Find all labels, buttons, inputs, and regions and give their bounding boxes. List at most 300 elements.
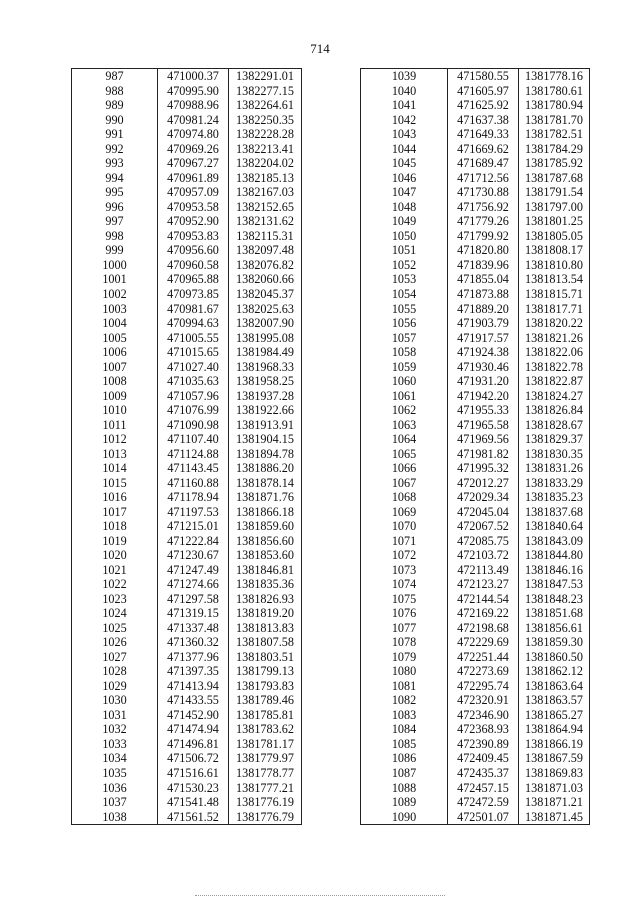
y-coordinate-cell: 1381789.46 [229, 693, 302, 708]
y-coordinate-cell: 1381776.19 [229, 795, 302, 810]
table-row [361, 679, 590, 694]
point-id-cell: 1044 [361, 142, 448, 157]
table-row [361, 766, 590, 781]
point-id-cell: 1059 [361, 359, 448, 374]
point-id-cell: 1027 [72, 650, 158, 665]
table-row [361, 563, 590, 578]
point-id-cell: 1054 [361, 287, 448, 302]
y-coordinate-cell: 1381871.21 [519, 795, 590, 810]
x-coordinate-cell: 471000.37 [158, 69, 229, 84]
x-coordinate-cell: 470981.67 [158, 301, 229, 316]
point-id-cell: 1022 [72, 577, 158, 592]
point-id-cell: 1023 [72, 592, 158, 607]
y-coordinate-cell: 1381848.23 [519, 592, 590, 607]
y-coordinate-cell: 1382264.61 [229, 98, 302, 113]
x-coordinate-cell: 472501.07 [448, 809, 519, 824]
table-row [361, 751, 590, 766]
y-coordinate-cell: 1381824.27 [519, 388, 590, 403]
table-row [361, 316, 590, 331]
point-id-cell: 1039 [361, 69, 448, 84]
table-row [72, 664, 302, 679]
point-id-cell: 1048 [361, 200, 448, 215]
x-coordinate-cell: 472169.22 [448, 606, 519, 621]
table-row [72, 519, 302, 534]
x-coordinate-cell: 471889.20 [448, 301, 519, 316]
y-coordinate-cell: 1381871.76 [229, 490, 302, 505]
table-row [361, 185, 590, 200]
x-coordinate-cell: 472390.89 [448, 737, 519, 752]
point-id-cell: 1071 [361, 534, 448, 549]
x-coordinate-cell: 471930.46 [448, 359, 519, 374]
table-row [361, 592, 590, 607]
bottom-rule [195, 895, 445, 896]
y-coordinate-cell: 1381894.78 [229, 446, 302, 461]
y-coordinate-cell: 1381904.15 [229, 432, 302, 447]
point-id-cell: 1082 [361, 693, 448, 708]
y-coordinate-cell: 1381843.09 [519, 534, 590, 549]
table-row [361, 621, 590, 636]
y-coordinate-cell: 1381859.30 [519, 635, 590, 650]
table-row [361, 287, 590, 302]
point-id-cell: 1087 [361, 766, 448, 781]
y-coordinate-cell: 1382185.13 [229, 171, 302, 186]
x-coordinate-cell: 471779.26 [448, 214, 519, 229]
point-id-cell: 1046 [361, 171, 448, 186]
table-row [72, 708, 302, 723]
y-coordinate-cell: 1381831.26 [519, 461, 590, 476]
point-id-cell: 1045 [361, 156, 448, 171]
point-id-cell: 988 [72, 84, 158, 99]
y-coordinate-cell: 1382045.37 [229, 287, 302, 302]
x-coordinate-cell: 471057.96 [158, 388, 229, 403]
y-coordinate-cell: 1381826.84 [519, 403, 590, 418]
point-id-cell: 1080 [361, 664, 448, 679]
y-coordinate-cell: 1381820.22 [519, 316, 590, 331]
x-coordinate-cell: 471319.15 [158, 606, 229, 621]
y-coordinate-cell: 1381803.51 [229, 650, 302, 665]
y-coordinate-cell: 1381862.12 [519, 664, 590, 679]
point-id-cell: 1074 [361, 577, 448, 592]
y-coordinate-cell: 1381821.26 [519, 330, 590, 345]
y-coordinate-cell: 1381833.29 [519, 475, 590, 490]
y-coordinate-cell: 1381777.21 [229, 780, 302, 795]
y-coordinate-cell: 1381922.66 [229, 403, 302, 418]
table-row [72, 301, 302, 316]
x-coordinate-cell: 471756.92 [448, 200, 519, 215]
table-row [361, 403, 590, 418]
table-row [72, 316, 302, 331]
y-coordinate-cell: 1381863.64 [519, 679, 590, 694]
x-coordinate-cell: 470981.24 [158, 113, 229, 128]
table-row [72, 156, 302, 171]
x-coordinate-cell: 471496.81 [158, 737, 229, 752]
x-coordinate-cell: 471530.23 [158, 780, 229, 795]
x-coordinate-cell: 471005.55 [158, 330, 229, 345]
table-row [72, 606, 302, 621]
x-coordinate-cell: 472346.90 [448, 708, 519, 723]
point-id-cell: 1085 [361, 737, 448, 752]
table-row [72, 403, 302, 418]
table-row [361, 577, 590, 592]
x-coordinate-cell: 471917.57 [448, 330, 519, 345]
point-id-cell: 1089 [361, 795, 448, 810]
point-id-cell: 1077 [361, 621, 448, 636]
y-coordinate-cell: 1382291.01 [229, 69, 302, 84]
y-coordinate-cell: 1381937.28 [229, 388, 302, 403]
y-coordinate-cell: 1381835.23 [519, 490, 590, 505]
y-coordinate-cell: 1382097.48 [229, 243, 302, 258]
table-row [72, 185, 302, 200]
point-id-cell: 1024 [72, 606, 158, 621]
coordinate-table-left [71, 68, 302, 825]
x-coordinate-cell: 471625.92 [448, 98, 519, 113]
table-row [361, 446, 590, 461]
point-id-cell: 995 [72, 185, 158, 200]
table-row [72, 504, 302, 519]
y-coordinate-cell: 1381847.53 [519, 577, 590, 592]
x-coordinate-cell: 471230.67 [158, 548, 229, 563]
x-coordinate-cell: 471090.98 [158, 417, 229, 432]
y-coordinate-cell: 1381840.64 [519, 519, 590, 534]
y-coordinate-cell: 1381776.79 [229, 809, 302, 824]
y-coordinate-cell: 1381865.27 [519, 708, 590, 723]
point-id-cell: 1012 [72, 432, 158, 447]
table-row [361, 519, 590, 534]
y-coordinate-cell: 1381958.25 [229, 374, 302, 389]
point-id-cell: 1026 [72, 635, 158, 650]
x-coordinate-cell: 471433.55 [158, 693, 229, 708]
x-coordinate-cell: 471995.32 [448, 461, 519, 476]
x-coordinate-cell: 470957.09 [158, 185, 229, 200]
point-id-cell: 987 [72, 69, 158, 84]
x-coordinate-cell: 471337.48 [158, 621, 229, 636]
table-row [361, 156, 590, 171]
table-row [72, 534, 302, 549]
x-coordinate-cell: 470965.88 [158, 272, 229, 287]
point-id-cell: 1063 [361, 417, 448, 432]
x-coordinate-cell: 470995.90 [158, 84, 229, 99]
point-id-cell: 1042 [361, 113, 448, 128]
table-row [361, 780, 590, 795]
table-row [72, 98, 302, 113]
point-id-cell: 1011 [72, 417, 158, 432]
table-row [72, 127, 302, 142]
x-coordinate-cell: 470988.96 [158, 98, 229, 113]
table-row [72, 330, 302, 345]
y-coordinate-cell: 1381828.67 [519, 417, 590, 432]
table-row [361, 98, 590, 113]
x-coordinate-cell: 472029.34 [448, 490, 519, 505]
table-row [72, 475, 302, 490]
point-id-cell: 1031 [72, 708, 158, 723]
point-id-cell: 1058 [361, 345, 448, 360]
x-coordinate-cell: 472067.52 [448, 519, 519, 534]
table-row [361, 548, 590, 563]
point-id-cell: 1037 [72, 795, 158, 810]
point-id-cell: 1034 [72, 751, 158, 766]
y-coordinate-cell: 1381785.81 [229, 708, 302, 723]
x-coordinate-cell: 471712.56 [448, 171, 519, 186]
point-id-cell: 1043 [361, 127, 448, 142]
x-coordinate-cell: 470952.90 [158, 214, 229, 229]
table-row [361, 606, 590, 621]
table-row [72, 171, 302, 186]
y-coordinate-cell: 1382060.66 [229, 272, 302, 287]
point-id-cell: 1055 [361, 301, 448, 316]
x-coordinate-cell: 471689.47 [448, 156, 519, 171]
y-coordinate-cell: 1381793.83 [229, 679, 302, 694]
x-coordinate-cell: 471955.33 [448, 403, 519, 418]
point-id-cell: 993 [72, 156, 158, 171]
x-coordinate-cell: 472320.91 [448, 693, 519, 708]
y-coordinate-cell: 1381846.16 [519, 563, 590, 578]
table-row [361, 650, 590, 665]
y-coordinate-cell: 1382204.02 [229, 156, 302, 171]
point-id-cell: 1076 [361, 606, 448, 621]
point-id-cell: 1051 [361, 243, 448, 258]
y-coordinate-cell: 1381781.70 [519, 113, 590, 128]
point-id-cell: 1073 [361, 563, 448, 578]
point-id-cell: 1086 [361, 751, 448, 766]
y-coordinate-cell: 1381817.71 [519, 301, 590, 316]
table-row [361, 214, 590, 229]
point-id-cell: 1002 [72, 287, 158, 302]
table-row [72, 417, 302, 432]
x-coordinate-cell: 471924.38 [448, 345, 519, 360]
table-row [361, 490, 590, 505]
point-id-cell: 1072 [361, 548, 448, 563]
x-coordinate-cell: 470961.89 [158, 171, 229, 186]
table-row [361, 417, 590, 432]
x-coordinate-cell: 471637.38 [448, 113, 519, 128]
point-id-cell: 1060 [361, 374, 448, 389]
x-coordinate-cell: 471160.88 [158, 475, 229, 490]
table-row [72, 563, 302, 578]
point-id-cell: 1004 [72, 316, 158, 331]
table-row [72, 229, 302, 244]
x-coordinate-cell: 471027.40 [158, 359, 229, 374]
x-coordinate-cell: 471124.88 [158, 446, 229, 461]
x-coordinate-cell: 471605.97 [448, 84, 519, 99]
x-coordinate-cell: 471903.79 [448, 316, 519, 331]
table-row [72, 679, 302, 694]
point-id-cell: 1035 [72, 766, 158, 781]
table-row [72, 388, 302, 403]
y-coordinate-cell: 1381837.68 [519, 504, 590, 519]
y-coordinate-cell: 1381785.92 [519, 156, 590, 171]
table-row [72, 795, 302, 810]
point-id-cell: 992 [72, 142, 158, 157]
point-id-cell: 1008 [72, 374, 158, 389]
x-coordinate-cell: 471516.61 [158, 766, 229, 781]
y-coordinate-cell: 1381783.62 [229, 722, 302, 737]
y-coordinate-cell: 1381822.78 [519, 359, 590, 374]
x-coordinate-cell: 471873.88 [448, 287, 519, 302]
point-id-cell: 1009 [72, 388, 158, 403]
y-coordinate-cell: 1381853.60 [229, 548, 302, 563]
table-row [361, 461, 590, 476]
point-id-cell: 1088 [361, 780, 448, 795]
y-coordinate-cell: 1381778.16 [519, 69, 590, 84]
x-coordinate-cell: 471377.96 [158, 650, 229, 665]
x-coordinate-cell: 471839.96 [448, 258, 519, 273]
table-row [361, 693, 590, 708]
point-id-cell: 1007 [72, 359, 158, 374]
point-id-cell: 1056 [361, 316, 448, 331]
point-id-cell: 991 [72, 127, 158, 142]
y-coordinate-cell: 1381886.20 [229, 461, 302, 476]
table-row [361, 69, 590, 84]
table-row [72, 592, 302, 607]
table-row [72, 272, 302, 287]
table-row [361, 200, 590, 215]
y-coordinate-cell: 1381913.91 [229, 417, 302, 432]
x-coordinate-cell: 471981.82 [448, 446, 519, 461]
y-coordinate-cell: 1381871.45 [519, 809, 590, 824]
table-row [361, 809, 590, 824]
point-id-cell: 1010 [72, 403, 158, 418]
table-row [72, 650, 302, 665]
y-coordinate-cell: 1381829.37 [519, 432, 590, 447]
x-coordinate-cell: 472144.54 [448, 592, 519, 607]
point-id-cell: 1014 [72, 461, 158, 476]
x-coordinate-cell: 472251.44 [448, 650, 519, 665]
point-id-cell: 1065 [361, 446, 448, 461]
table-row [361, 84, 590, 99]
y-coordinate-cell: 1381780.94 [519, 98, 590, 113]
x-coordinate-cell: 472409.45 [448, 751, 519, 766]
table-row [361, 171, 590, 186]
point-id-cell: 990 [72, 113, 158, 128]
x-coordinate-cell: 471580.55 [448, 69, 519, 84]
x-coordinate-cell: 471222.84 [158, 534, 229, 549]
point-id-cell: 1079 [361, 650, 448, 665]
table-row [72, 490, 302, 505]
table-row [72, 345, 302, 360]
x-coordinate-cell: 471076.99 [158, 403, 229, 418]
point-id-cell: 1061 [361, 388, 448, 403]
point-id-cell: 1041 [361, 98, 448, 113]
x-coordinate-cell: 472085.75 [448, 534, 519, 549]
x-coordinate-cell: 472472.59 [448, 795, 519, 810]
point-id-cell: 1028 [72, 664, 158, 679]
x-coordinate-cell: 471360.32 [158, 635, 229, 650]
x-coordinate-cell: 472229.69 [448, 635, 519, 650]
y-coordinate-cell: 1381830.35 [519, 446, 590, 461]
y-coordinate-cell: 1381835.36 [229, 577, 302, 592]
point-id-cell: 1047 [361, 185, 448, 200]
y-coordinate-cell: 1381856.61 [519, 621, 590, 636]
point-id-cell: 1003 [72, 301, 158, 316]
y-coordinate-cell: 1381787.68 [519, 171, 590, 186]
point-id-cell: 1083 [361, 708, 448, 723]
x-coordinate-cell: 471561.52 [158, 809, 229, 824]
y-coordinate-cell: 1381863.57 [519, 693, 590, 708]
y-coordinate-cell: 1381846.81 [229, 563, 302, 578]
table-row [72, 287, 302, 302]
table-row [361, 243, 590, 258]
table-row [361, 504, 590, 519]
x-coordinate-cell: 470953.83 [158, 229, 229, 244]
x-coordinate-cell: 471178.94 [158, 490, 229, 505]
x-coordinate-cell: 471820.80 [448, 243, 519, 258]
y-coordinate-cell: 1382115.31 [229, 229, 302, 244]
point-id-cell: 1066 [361, 461, 448, 476]
table-row [72, 214, 302, 229]
y-coordinate-cell: 1382131.62 [229, 214, 302, 229]
point-id-cell: 1078 [361, 635, 448, 650]
y-coordinate-cell: 1381864.94 [519, 722, 590, 737]
y-coordinate-cell: 1381805.05 [519, 229, 590, 244]
point-id-cell: 1032 [72, 722, 158, 737]
x-coordinate-cell: 472113.49 [448, 563, 519, 578]
x-coordinate-cell: 471506.72 [158, 751, 229, 766]
table-row [361, 708, 590, 723]
table-row [361, 258, 590, 273]
y-coordinate-cell: 1381995.08 [229, 330, 302, 345]
point-id-cell: 1036 [72, 780, 158, 795]
table-row [72, 69, 302, 84]
table-row [72, 737, 302, 752]
table-row [72, 359, 302, 374]
x-coordinate-cell: 471413.94 [158, 679, 229, 694]
point-id-cell: 1062 [361, 403, 448, 418]
x-coordinate-cell: 471452.90 [158, 708, 229, 723]
x-coordinate-cell: 470953.58 [158, 200, 229, 215]
x-coordinate-cell: 470967.27 [158, 156, 229, 171]
x-coordinate-cell: 472435.37 [448, 766, 519, 781]
y-coordinate-cell: 1382007.90 [229, 316, 302, 331]
y-coordinate-cell: 1382228.28 [229, 127, 302, 142]
y-coordinate-cell: 1381984.49 [229, 345, 302, 360]
point-id-cell: 1029 [72, 679, 158, 694]
table-row [72, 200, 302, 215]
y-coordinate-cell: 1381780.61 [519, 84, 590, 99]
x-coordinate-cell: 470994.63 [158, 316, 229, 331]
y-coordinate-cell: 1381866.18 [229, 504, 302, 519]
table-row [72, 432, 302, 447]
y-coordinate-cell: 1382152.65 [229, 200, 302, 215]
page-number: 714 [310, 41, 330, 56]
table-row [361, 359, 590, 374]
point-id-cell: 1084 [361, 722, 448, 737]
point-id-cell: 1015 [72, 475, 158, 490]
table-row [361, 229, 590, 244]
x-coordinate-cell: 471143.45 [158, 461, 229, 476]
y-coordinate-cell: 1381844.80 [519, 548, 590, 563]
table-row [361, 722, 590, 737]
point-id-cell: 1025 [72, 621, 158, 636]
x-coordinate-cell: 471215.01 [158, 519, 229, 534]
table-row [361, 272, 590, 287]
x-coordinate-cell: 472273.69 [448, 664, 519, 679]
table-row [72, 243, 302, 258]
y-coordinate-cell: 1381878.14 [229, 475, 302, 490]
table-row [361, 534, 590, 549]
y-coordinate-cell: 1381860.50 [519, 650, 590, 665]
x-coordinate-cell: 471931.20 [448, 374, 519, 389]
table-row [361, 127, 590, 142]
x-coordinate-cell: 471297.58 [158, 592, 229, 607]
y-coordinate-cell: 1382025.63 [229, 301, 302, 316]
y-coordinate-cell: 1381866.19 [519, 737, 590, 752]
table-row [72, 693, 302, 708]
table-row [72, 113, 302, 128]
y-coordinate-cell: 1381781.17 [229, 737, 302, 752]
y-coordinate-cell: 1381808.17 [519, 243, 590, 258]
x-coordinate-cell: 471942.20 [448, 388, 519, 403]
point-id-cell: 1068 [361, 490, 448, 505]
